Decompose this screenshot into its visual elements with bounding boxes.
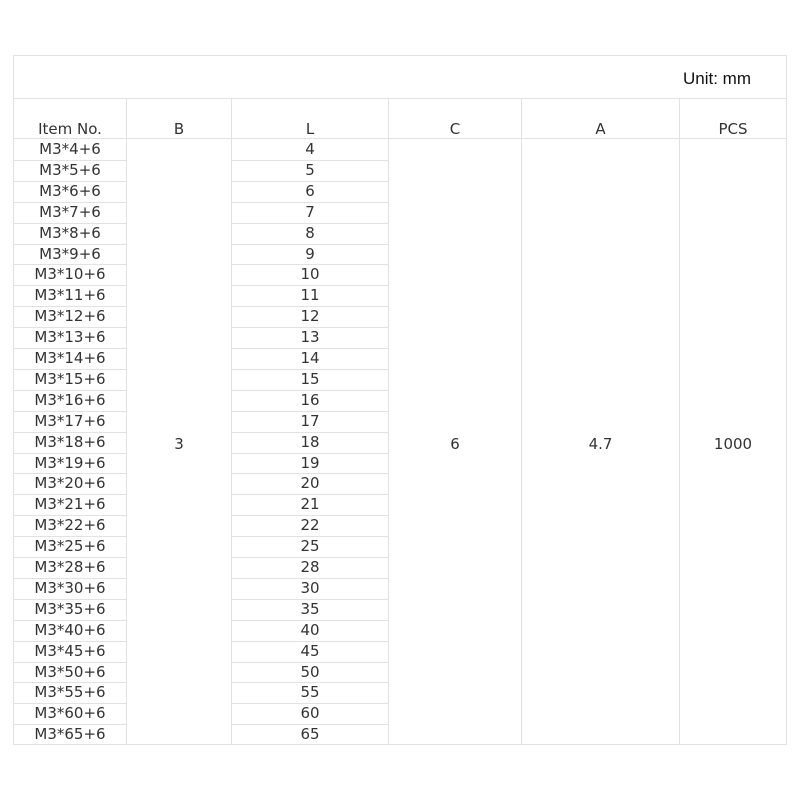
header-b: B	[173, 120, 185, 138]
item-no-cell: M3*8+6	[39, 223, 101, 242]
l-cell: 5	[305, 160, 315, 179]
column-divider	[679, 98, 680, 744]
l-cell: 55	[300, 683, 320, 702]
spec-table	[13, 55, 787, 745]
l-cell: 22	[300, 516, 320, 535]
l-cell: 10	[300, 265, 320, 284]
unit-row	[14, 56, 786, 99]
header-divider	[14, 138, 786, 139]
item-no-cell: M3*17+6	[34, 411, 106, 430]
item-no-cell: M3*9+6	[39, 244, 101, 263]
item-no-cell: M3*35+6	[34, 599, 106, 618]
l-cell: 8	[305, 223, 315, 242]
item-no-cell: M3*65+6	[34, 725, 106, 744]
a-value: 4.7	[588, 435, 613, 453]
item-no-cell: M3*4+6	[39, 140, 101, 158]
l-cell: 15	[300, 369, 320, 388]
l-cell: 45	[300, 641, 320, 660]
item-no-cell: M3*50+6	[34, 662, 106, 681]
item-no-cell: M3*16+6	[34, 390, 106, 409]
l-cell: 6	[305, 181, 315, 200]
unit-label: Unit: mm	[683, 69, 751, 88]
column-divider	[388, 98, 389, 744]
item-no-cell: M3*20+6	[34, 474, 106, 493]
l-cell: 11	[300, 286, 320, 305]
l-cell: 60	[300, 704, 320, 723]
l-cell: 50	[300, 662, 320, 681]
item-no-cell: M3*22+6	[34, 516, 106, 535]
header-a: A	[595, 120, 606, 138]
l-cell: 25	[300, 537, 320, 556]
l-cell: 4	[305, 140, 315, 158]
item-no-cell: M3*28+6	[34, 558, 106, 576]
b-value: 3	[174, 435, 184, 453]
item-no-cell: M3*5+6	[39, 160, 101, 179]
item-no-cell: M3*7+6	[39, 202, 101, 221]
l-cell: 20	[300, 474, 320, 493]
l-cell: 21	[300, 495, 320, 514]
item-no-cell: M3*18+6	[34, 432, 106, 451]
l-cell: 18	[300, 432, 320, 451]
item-no-cell: M3*10+6	[34, 265, 106, 284]
c-value: 6	[450, 435, 460, 453]
l-cell: 13	[300, 328, 320, 347]
l-cell: 35	[300, 599, 320, 618]
item-no-cell: M3*45+6	[34, 641, 106, 660]
l-cell: 28	[300, 558, 320, 576]
column-divider	[126, 98, 127, 744]
l-cell: 40	[300, 620, 320, 639]
header-item-no: Item No.	[38, 120, 102, 138]
header-l: L	[305, 120, 315, 138]
item-no-cell: M3*19+6	[34, 453, 106, 472]
item-no-cell: M3*55+6	[34, 683, 106, 702]
item-no-cell: M3*15+6	[34, 369, 106, 388]
header-c: C	[449, 120, 461, 138]
pcs-value: 1000	[713, 435, 753, 453]
l-cell: 16	[300, 390, 320, 409]
l-cell: 17	[300, 411, 320, 430]
item-no-cell: M3*12+6	[34, 307, 106, 326]
item-no-cell: M3*14+6	[34, 349, 106, 367]
item-no-cell: M3*30+6	[34, 578, 106, 597]
item-no-cell: M3*21+6	[34, 495, 106, 514]
item-no-cell: M3*13+6	[34, 328, 106, 347]
l-cell: 7	[305, 202, 315, 221]
item-no-cell: M3*40+6	[34, 620, 106, 639]
l-cell: 19	[300, 453, 320, 472]
l-cell: 12	[300, 307, 320, 326]
item-no-cell: M3*6+6	[39, 181, 101, 200]
l-cell: 14	[300, 349, 320, 367]
column-divider	[521, 98, 522, 744]
l-cell: 65	[300, 725, 320, 744]
l-cell: 9	[305, 244, 315, 263]
l-cell: 30	[300, 578, 320, 597]
header-pcs: PCS	[718, 120, 748, 138]
item-no-cell: M3*60+6	[34, 704, 106, 723]
item-no-cell: M3*25+6	[34, 537, 106, 556]
item-no-cell: M3*11+6	[34, 286, 106, 305]
